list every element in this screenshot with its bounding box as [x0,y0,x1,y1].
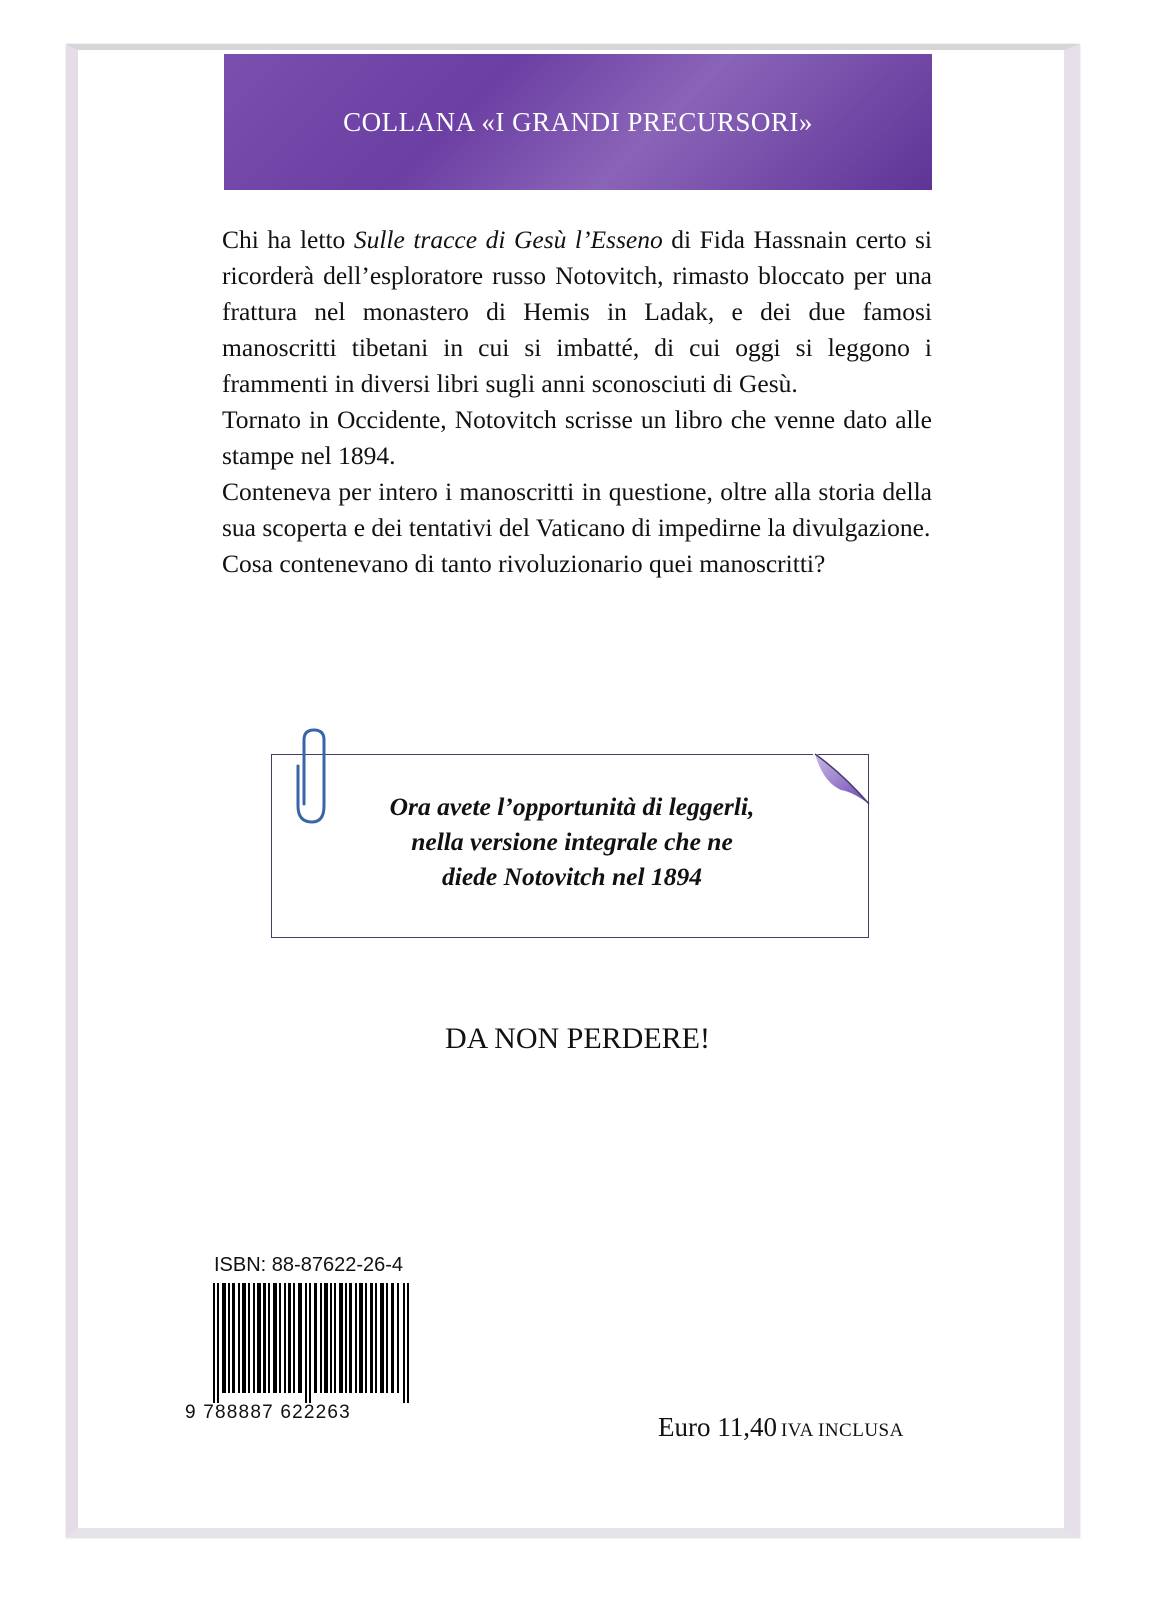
price-amount: Euro 11,40 [658,1412,777,1442]
referenced-book-title: Sulle tracce di Gesù l’Esseno [353,225,663,254]
highlight-note-box [271,754,869,938]
barcode-icon [213,1283,409,1403]
note-line-1: Ora avete l’opportunità di leggerli, [389,792,755,821]
price-vat-note: IVA INCLUSA [780,1420,904,1441]
blurb-paragraph-1: Chi ha letto Sulle tracce di Gesù l’Esseno di Fida Hassnain certo si ricorderà dell’esploratore russo Notovitch, rimasto bloccato per una frattura nel monastero di Hemis in Ladak, e dei due famosi manoscritti tibetani in cui si imbatté, di cui oggi si leggono i frammenti in diversi libri sugli anni sconosciuti di Gesù. [222,225,932,398]
series-banner [224,54,932,190]
call-to-action: DA NON PERDERE! [444,1022,710,1055]
barcode-digits: 9 788887 622263 [185,1402,351,1423]
paperclip-icon [290,726,336,826]
price-label [658,1412,904,1443]
blurb-paragraph-3: Conteneva per intero i manoscritti in questione, oltre alla storia della sua scoperta e dei tentativi del Vaticano di impedirne la divulgazione. [222,477,932,542]
note-text [312,789,832,894]
blurb-text [222,222,932,582]
blurb-paragraph-4: Cosa contenevano di tanto rivoluzionario quei manoscritti? [222,549,826,578]
blurb-paragraph-2: Tornato in Occidente, Notovitch scrisse un libro che venne dato alle stampe nel 1894. [222,405,932,470]
page-fold-icon [813,752,871,810]
note-line-3: diede Notovitch nel 1894 [442,862,702,891]
note-line-2: nella versione integrale che ne [411,827,733,856]
isbn-label: ISBN: 88-87622-26-4 [214,1254,404,1276]
series-title: COLLANA «I GRANDI PRECURSORI» [343,106,813,137]
